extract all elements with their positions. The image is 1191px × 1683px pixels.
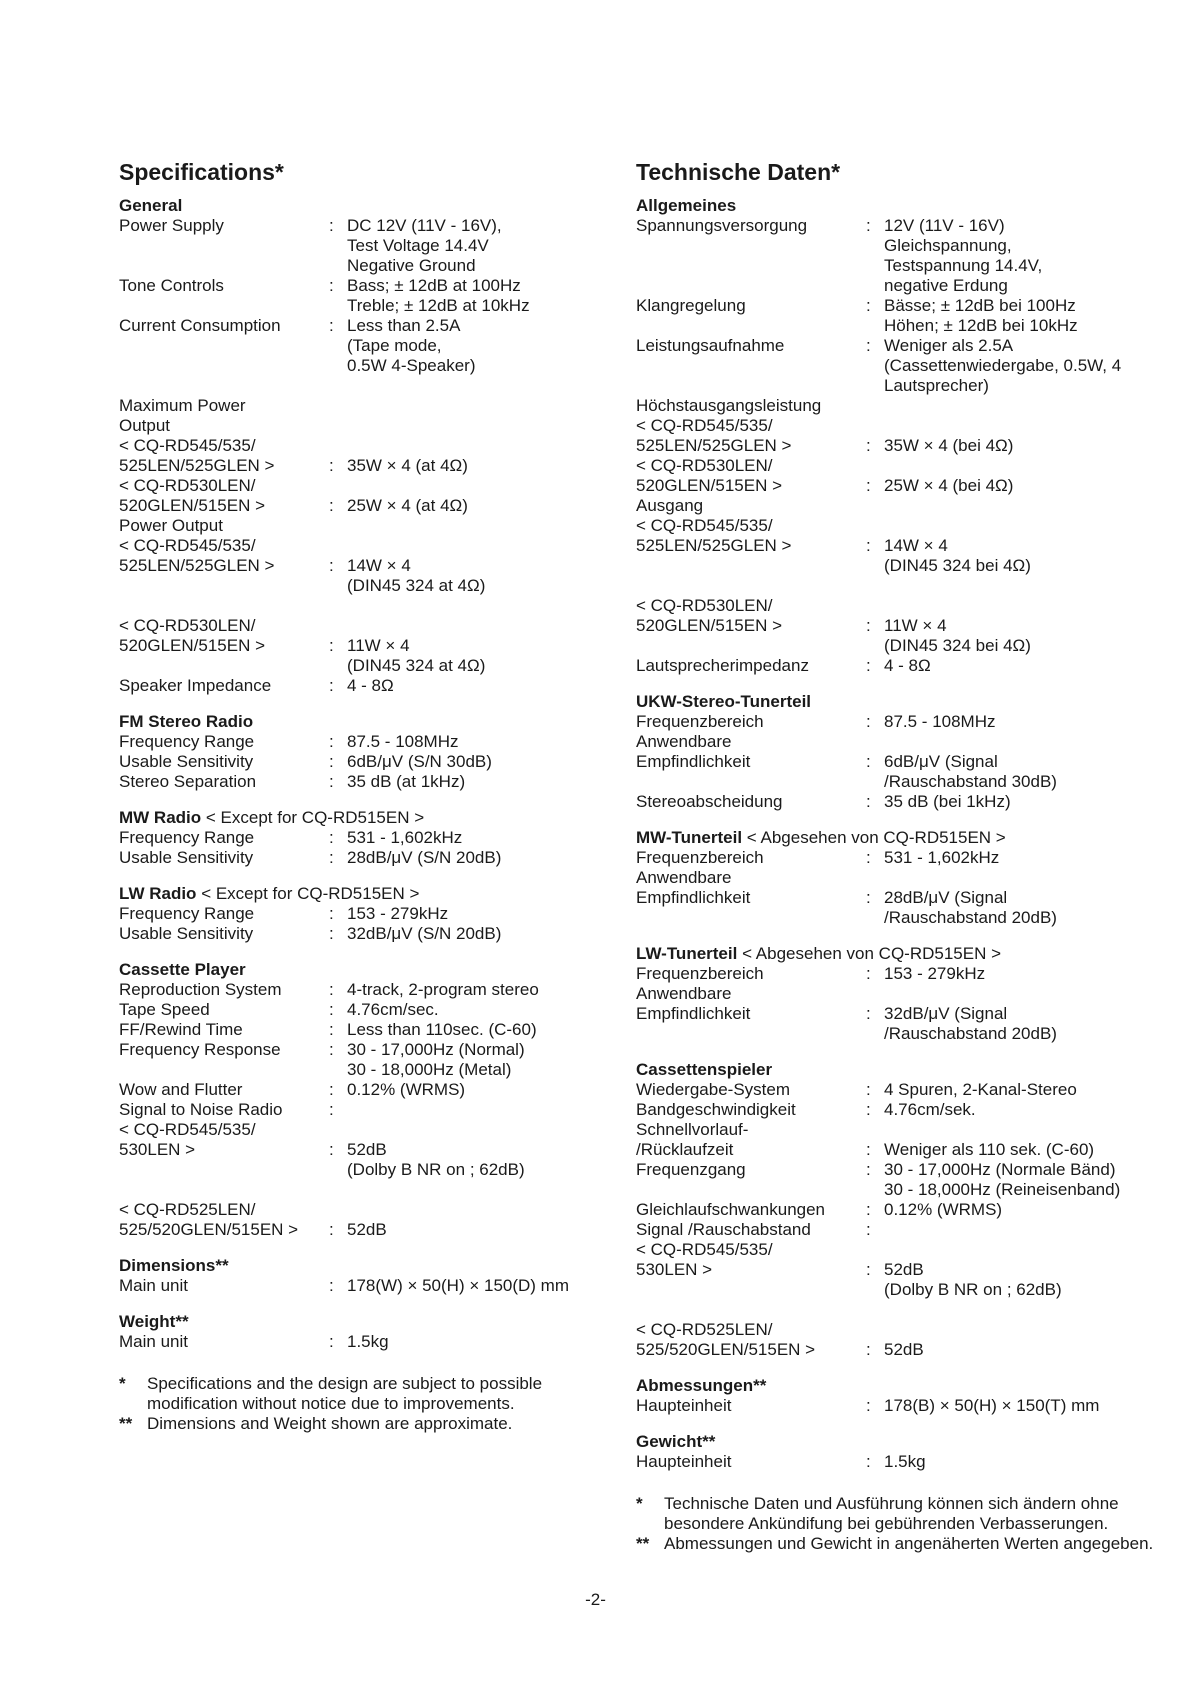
section-heading — [636, 1376, 1156, 1396]
section-heading-text: Abmessungen** — [636, 1376, 767, 1395]
spec-row — [119, 1276, 589, 1296]
section-heading — [119, 712, 589, 732]
spec-colon: : — [329, 1000, 334, 1019]
spec-colon: : — [866, 476, 871, 495]
spec-label: Lautsprecherimpedanz — [636, 656, 809, 675]
specifications-title: Specifications* — [119, 159, 284, 185]
section-heading — [636, 1060, 1156, 1080]
spec-label: < CQ-RD545/535/ 530LEN > — [636, 1240, 773, 1279]
spec-section — [119, 712, 589, 792]
spec-colon: : — [329, 1276, 334, 1295]
section-heading — [119, 960, 589, 980]
spec-colon: : — [866, 964, 871, 983]
spec-label: Haupteinheit — [636, 1452, 732, 1471]
spec-colon: : — [329, 1080, 334, 1099]
spec-label: Ausgang < CQ-RD545/535/ 525LEN/525GLEN > — [636, 496, 792, 555]
spec-value: 35W × 4 (bei 4Ω) — [884, 436, 1014, 455]
spec-label: Power Supply — [119, 216, 224, 235]
spec-row — [636, 1300, 1156, 1360]
spec-colon: : — [866, 848, 871, 867]
spec-value: 4 - 8Ω — [347, 676, 394, 695]
spec-label: Anwendbare Empfindlichkeit — [636, 868, 751, 907]
footnote-mark: ** — [636, 1534, 650, 1553]
spec-label: Frequenzgang — [636, 1160, 746, 1179]
spec-value: 25W × 4 (bei 4Ω) — [884, 476, 1014, 495]
spec-label: Klangregelung — [636, 296, 746, 315]
spec-label: Usable Sensitivity — [119, 752, 254, 771]
spec-row — [636, 216, 1156, 296]
spec-value: 35 dB (bei 1kHz) — [884, 792, 1011, 811]
spec-value: 0.12% (WRMS) — [884, 1200, 1003, 1219]
spec-value: 30 - 17,000Hz (Normal) 30 - 18,000Hz (Metal) — [347, 1040, 525, 1079]
specifications-notes — [119, 1374, 589, 1434]
spec-colon: : — [866, 1160, 871, 1179]
spec-value: 52dB — [884, 1340, 924, 1359]
spec-label: Reproduction System — [119, 980, 282, 999]
spec-value: Less than 110sec. (C-60) — [347, 1020, 537, 1039]
spec-row — [119, 596, 589, 676]
section-heading — [636, 944, 1156, 964]
spec-label: Signal /Rauschabstand — [636, 1220, 811, 1239]
spec-row — [119, 1020, 589, 1040]
spec-colon: : — [866, 1100, 871, 1119]
spec-label: Main unit — [119, 1332, 188, 1351]
spec-row — [636, 296, 1156, 336]
spec-label: Tape Speed — [119, 1000, 210, 1019]
section-heading — [119, 1312, 589, 1332]
spec-row — [119, 516, 589, 596]
spec-colon: : — [866, 1220, 871, 1239]
technische-daten-column — [636, 158, 1156, 1554]
spec-row — [636, 1452, 1156, 1472]
spec-colon: : — [866, 712, 871, 731]
spec-section — [636, 196, 1156, 676]
spec-row — [119, 1100, 589, 1120]
spec-row — [119, 772, 589, 792]
section-heading — [119, 196, 589, 216]
spec-label: Stereo Separation — [119, 772, 257, 791]
spec-section — [636, 828, 1156, 928]
section-heading — [636, 196, 1156, 216]
spec-value: 4 Spuren, 2-Kanal-Stereo — [884, 1080, 1077, 1099]
spec-colon: : — [329, 1100, 334, 1119]
section-heading-text: Cassette Player — [119, 960, 246, 979]
spec-colon: : — [329, 496, 334, 515]
section-heading — [119, 1256, 589, 1276]
spec-row — [119, 276, 589, 316]
spec-label: < CQ-RD530LEN/ 520GLEN/515EN > — [636, 456, 783, 495]
spec-label: Frequenzbereich — [636, 712, 764, 731]
spec-row — [119, 476, 589, 516]
spec-value: 14W × 4 (DIN45 324 at 4Ω) — [347, 556, 486, 595]
spec-value: 4-track, 2-program stereo — [347, 980, 539, 999]
spec-colon: : — [866, 1452, 871, 1471]
footnote-mark: * — [119, 1374, 126, 1393]
section-heading — [636, 1432, 1156, 1452]
spec-label: Usable Sensitivity — [119, 924, 254, 943]
spec-value: 1.5kg — [347, 1332, 389, 1351]
spec-value: 153 - 279kHz — [884, 964, 986, 983]
spec-row — [636, 1240, 1156, 1300]
footnote-mark: ** — [119, 1414, 133, 1433]
spec-colon: : — [866, 216, 871, 235]
spec-colon: : — [329, 1140, 334, 1159]
spec-label: < CQ-RD525LEN/ 525/520GLEN/515EN > — [119, 1200, 299, 1239]
spec-label: Wiedergabe-System — [636, 1080, 791, 1099]
spec-label: Speaker Impedance — [119, 676, 272, 695]
section-note: < Abgesehen von CQ-RD515EN > — [742, 944, 1002, 963]
section-heading-text: General — [119, 196, 183, 215]
technische-daten-sections — [636, 196, 1156, 1472]
footnote-text: Specifications and the design are subject to possible modification without notice due to improvements. — [147, 1374, 543, 1413]
spec-section — [119, 960, 589, 1240]
spec-value: 14W × 4 (DIN45 324 bei 4Ω) — [884, 536, 1031, 575]
page-number: -2- — [585, 1590, 606, 1609]
spec-value: 87.5 - 108MHz — [347, 732, 459, 751]
spec-colon: : — [329, 772, 334, 791]
specifications-sections — [119, 196, 589, 1352]
spec-label: < CQ-RD530LEN/ 520GLEN/515EN > — [119, 616, 266, 655]
footnote — [636, 1534, 1156, 1554]
spec-value — [884, 1220, 1156, 1240]
spec-colon: : — [329, 1020, 334, 1039]
spec-row — [636, 732, 1156, 792]
spec-row — [636, 868, 1156, 928]
section-heading — [119, 808, 589, 828]
spec-row — [119, 216, 589, 276]
spec-label: < CQ-RD545/535/ 530LEN > — [119, 1120, 256, 1159]
spec-colon: : — [866, 296, 871, 315]
spec-section — [119, 1312, 589, 1352]
spec-row — [636, 1396, 1156, 1416]
spec-value: 25W × 4 (at 4Ω) — [347, 496, 468, 515]
spec-section — [636, 944, 1156, 1044]
spec-colon: : — [329, 752, 334, 771]
section-heading — [119, 884, 589, 904]
spec-label: Tone Controls — [119, 276, 224, 295]
spec-colon: : — [866, 1004, 871, 1023]
section-heading-text: MW-Tunerteil — [636, 828, 743, 847]
spec-value: Bass; ± 12dB at 100Hz Treble; ± 12dB at 10kHz — [347, 276, 530, 315]
spec-row — [119, 1332, 589, 1352]
spec-value: 4.76cm/sek. — [884, 1100, 976, 1119]
spec-row — [119, 1120, 589, 1180]
section-heading-text: LW-Tunerteil — [636, 944, 738, 963]
spec-row — [636, 1200, 1156, 1220]
spec-colon: : — [329, 904, 334, 923]
spec-colon: : — [329, 828, 334, 847]
spec-value: 35W × 4 (at 4Ω) — [347, 456, 468, 475]
spec-value: 11W × 4 (DIN45 324 at 4Ω) — [347, 636, 486, 675]
spec-colon: : — [329, 316, 334, 335]
spec-row — [636, 1120, 1156, 1160]
technische-daten-notes — [636, 1494, 1156, 1554]
spec-label: Frequenzbereich — [636, 848, 764, 867]
spec-value: Less than 2.5A (Tape mode, 0.5W 4-Speaker) — [347, 316, 476, 375]
spec-value: 28dB/μV (Signal /Rauschabstand 20dB) — [884, 888, 1057, 927]
spec-row — [636, 1100, 1156, 1120]
spec-row — [119, 1080, 589, 1100]
spec-row — [636, 1160, 1156, 1200]
spec-colon: : — [866, 1080, 871, 1099]
section-note: < Except for CQ-RD515EN > — [201, 884, 420, 903]
spec-section — [119, 1256, 589, 1296]
spec-colon: : — [329, 1220, 334, 1239]
section-heading-text: Weight** — [119, 1312, 189, 1331]
spec-colon: : — [329, 980, 334, 999]
spec-label: < CQ-RD530LEN/ 520GLEN/515EN > — [636, 596, 783, 635]
spec-value: 153 - 279kHz — [347, 904, 449, 923]
spec-section — [119, 196, 589, 696]
spec-value: 178(B) × 50(H) × 150(T) mm — [884, 1396, 1100, 1415]
spec-value: 0.12% (WRMS) — [347, 1080, 466, 1099]
spec-row — [119, 828, 589, 848]
spec-row — [119, 1000, 589, 1020]
section-heading — [636, 828, 1156, 848]
spec-value: 178(W) × 50(H) × 150(D) mm — [347, 1276, 569, 1295]
spec-label: Höchstausgangsleistung < CQ-RD545/535/ 525LEN/525GLEN > — [636, 396, 822, 455]
spec-value: 87.5 - 108MHz — [884, 712, 996, 731]
spec-value: 6dB/μV (Signal /Rauschabstand 30dB) — [884, 752, 1057, 791]
spec-label: Schnellvorlauf- /Rücklaufzeit — [636, 1120, 749, 1159]
spec-value: 1.5kg — [884, 1452, 926, 1471]
spec-label: Wow and Flutter — [119, 1080, 243, 1099]
spec-label: < CQ-RD530LEN/ 520GLEN/515EN > — [119, 476, 266, 515]
spec-row — [636, 456, 1156, 496]
spec-label: Maximum Power Output < CQ-RD545/535/ 525LEN/525GLEN > — [119, 396, 275, 475]
spec-section — [636, 692, 1156, 812]
spec-colon: : — [866, 888, 871, 907]
spec-label: Power Output < CQ-RD545/535/ 525LEN/525GLEN > — [119, 516, 275, 575]
spec-label: Usable Sensitivity — [119, 848, 254, 867]
spec-label: Frequency Range — [119, 828, 255, 847]
spec-value: 6dB/μV (S/N 30dB) — [347, 752, 492, 771]
spec-label: Leistungsaufnahme — [636, 336, 785, 355]
spec-row — [636, 396, 1156, 456]
spec-colon: : — [329, 676, 334, 695]
spec-section — [636, 1060, 1156, 1360]
footnote — [119, 1374, 589, 1414]
spec-value — [347, 1100, 589, 1120]
spec-value: 52dB (Dolby B NR on ; 62dB) — [347, 1140, 525, 1179]
spec-row — [636, 496, 1156, 576]
section-heading — [636, 692, 1156, 712]
spec-label: Current Consumption — [119, 316, 281, 335]
spec-value: DC 12V (11V - 16V), Test Voltage 14.4V Negative Ground — [347, 216, 502, 275]
spec-value: Bässe; ± 12dB bei 100Hz Höhen; ± 12dB bei 10kHz — [884, 296, 1078, 335]
spec-row — [119, 1040, 589, 1080]
spec-row — [119, 904, 589, 924]
footnote-text: Dimensions and Weight shown are approximate. — [147, 1414, 513, 1433]
spec-row — [636, 336, 1156, 396]
spec-row — [119, 732, 589, 752]
spec-value: 32dB/μV (S/N 20dB) — [347, 924, 502, 943]
section-note: < Except for CQ-RD515EN > — [205, 808, 425, 827]
spec-row — [636, 1220, 1156, 1240]
spec-colon: : — [866, 1260, 871, 1279]
spec-section — [119, 884, 589, 944]
spec-row — [636, 1080, 1156, 1100]
spec-value: Weniger als 110 sek. (C-60) — [884, 1140, 1095, 1159]
spec-colon: : — [329, 848, 334, 867]
spec-row — [636, 792, 1156, 812]
spec-colon: : — [866, 436, 871, 455]
spec-colon: : — [866, 792, 871, 811]
spec-value: 28dB/μV (S/N 20dB) — [347, 848, 502, 867]
spec-label: Spannungsversorgung — [636, 216, 808, 235]
spec-row — [119, 316, 589, 376]
spec-value: 32dB/μV (Signal /Rauschabstand 20dB) — [884, 1004, 1057, 1043]
footnote-text: Abmessungen und Gewicht in angenäherten Werten angegeben. — [664, 1534, 1154, 1553]
spec-section — [119, 808, 589, 868]
section-heading-text: LW Radio — [119, 884, 197, 903]
spec-row — [636, 964, 1156, 984]
section-heading-text: Gewicht** — [636, 1432, 716, 1451]
spec-colon: : — [866, 1340, 871, 1359]
spec-label: Frequenzbereich — [636, 964, 764, 983]
spec-row — [119, 1180, 589, 1240]
spec-label: Gleichlaufschwankungen — [636, 1200, 826, 1219]
spec-value: 30 - 17,000Hz (Normale Bänd) 30 - 18,000Hz (Reineisenband) — [884, 1160, 1121, 1199]
spec-row — [119, 376, 589, 476]
spec-value: 4 - 8Ω — [884, 656, 931, 675]
spec-colon: : — [329, 276, 334, 295]
spec-colon: : — [866, 752, 871, 771]
spec-colon: : — [329, 732, 334, 751]
spec-row — [636, 848, 1156, 868]
spec-colon: : — [329, 924, 334, 943]
spec-value: 35 dB (at 1kHz) — [347, 772, 466, 791]
section-heading-text: Cassettenspieler — [636, 1060, 773, 1079]
spec-section — [636, 1376, 1156, 1416]
spec-value: 531 - 1,602kHz — [884, 848, 1000, 867]
spec-colon: : — [329, 456, 334, 475]
spec-row — [636, 712, 1156, 732]
spec-value: 12V (11V - 16V) Gleichspannung, Testspannung 14.4V, negative Erdung — [884, 216, 1043, 295]
spec-value: 4.76cm/sec. — [347, 1000, 439, 1019]
footnote — [119, 1414, 589, 1434]
spec-row — [636, 576, 1156, 656]
spec-colon: : — [866, 1140, 871, 1159]
section-note: < Abgesehen von CQ-RD515EN > — [746, 828, 1006, 847]
spec-label: Bandgeschwindigkeit — [636, 1100, 796, 1119]
spec-label: < CQ-RD525LEN/ 525/520GLEN/515EN > — [636, 1320, 816, 1359]
spec-row — [119, 752, 589, 772]
technische-daten-title: Technische Daten* — [636, 159, 841, 185]
section-heading-text: Allgemeines — [636, 196, 737, 215]
section-heading-text: Dimensions** — [119, 1256, 229, 1275]
spec-label: Frequency Response — [119, 1040, 281, 1059]
spec-colon: : — [866, 1396, 871, 1415]
spec-row — [119, 980, 589, 1000]
section-heading-text: UKW-Stereo-Tunerteil — [636, 692, 812, 711]
spec-label: FF/Rewind Time — [119, 1020, 243, 1039]
spec-value: Weniger als 2.5A (Cassettenwiedergabe, 0.5W, 4 Lautsprecher) — [884, 336, 1122, 395]
spec-value: 52dB (Dolby B NR on ; 62dB) — [884, 1260, 1062, 1299]
spec-row — [119, 676, 589, 696]
spec-colon: : — [866, 616, 871, 635]
spec-label: Anwendbare Empfindlichkeit — [636, 732, 751, 771]
spec-value: 52dB — [347, 1220, 387, 1239]
spec-colon: : — [329, 216, 334, 235]
section-heading-text: FM Stereo Radio — [119, 712, 254, 731]
spec-row — [636, 984, 1156, 1044]
spec-value: 531 - 1,602kHz — [347, 828, 463, 847]
footnote — [636, 1494, 1156, 1534]
spec-colon: : — [329, 1332, 334, 1351]
spec-colon: : — [866, 536, 871, 555]
spec-row — [636, 656, 1156, 676]
spec-colon: : — [866, 656, 871, 675]
spec-label: Frequency Range — [119, 732, 255, 751]
spec-label: Stereoabscheidung — [636, 792, 783, 811]
spec-value: 11W × 4 (DIN45 324 bei 4Ω) — [884, 616, 1031, 655]
specifications-column — [119, 158, 589, 1434]
spec-colon: : — [866, 336, 871, 355]
spec-label: Haupteinheit — [636, 1396, 732, 1415]
spec-section — [636, 1432, 1156, 1472]
spec-label: Frequency Range — [119, 904, 255, 923]
spec-colon: : — [329, 1040, 334, 1059]
spec-label: Anwendbare Empfindlichkeit — [636, 984, 751, 1023]
spec-label: Main unit — [119, 1276, 188, 1295]
spec-label: Signal to Noise Radio — [119, 1100, 283, 1119]
footnote-mark: * — [636, 1494, 643, 1513]
spec-row — [119, 924, 589, 944]
spec-colon: : — [329, 556, 334, 575]
spec-colon: : — [329, 636, 334, 655]
spec-row — [119, 848, 589, 868]
spec-colon: : — [866, 1200, 871, 1219]
section-heading-text: MW Radio — [119, 808, 202, 827]
footnote-text: Technische Daten und Ausführung können sich ändern ohne besondere Ankündifung bei gebührenden Verbasserungen. — [664, 1494, 1119, 1533]
